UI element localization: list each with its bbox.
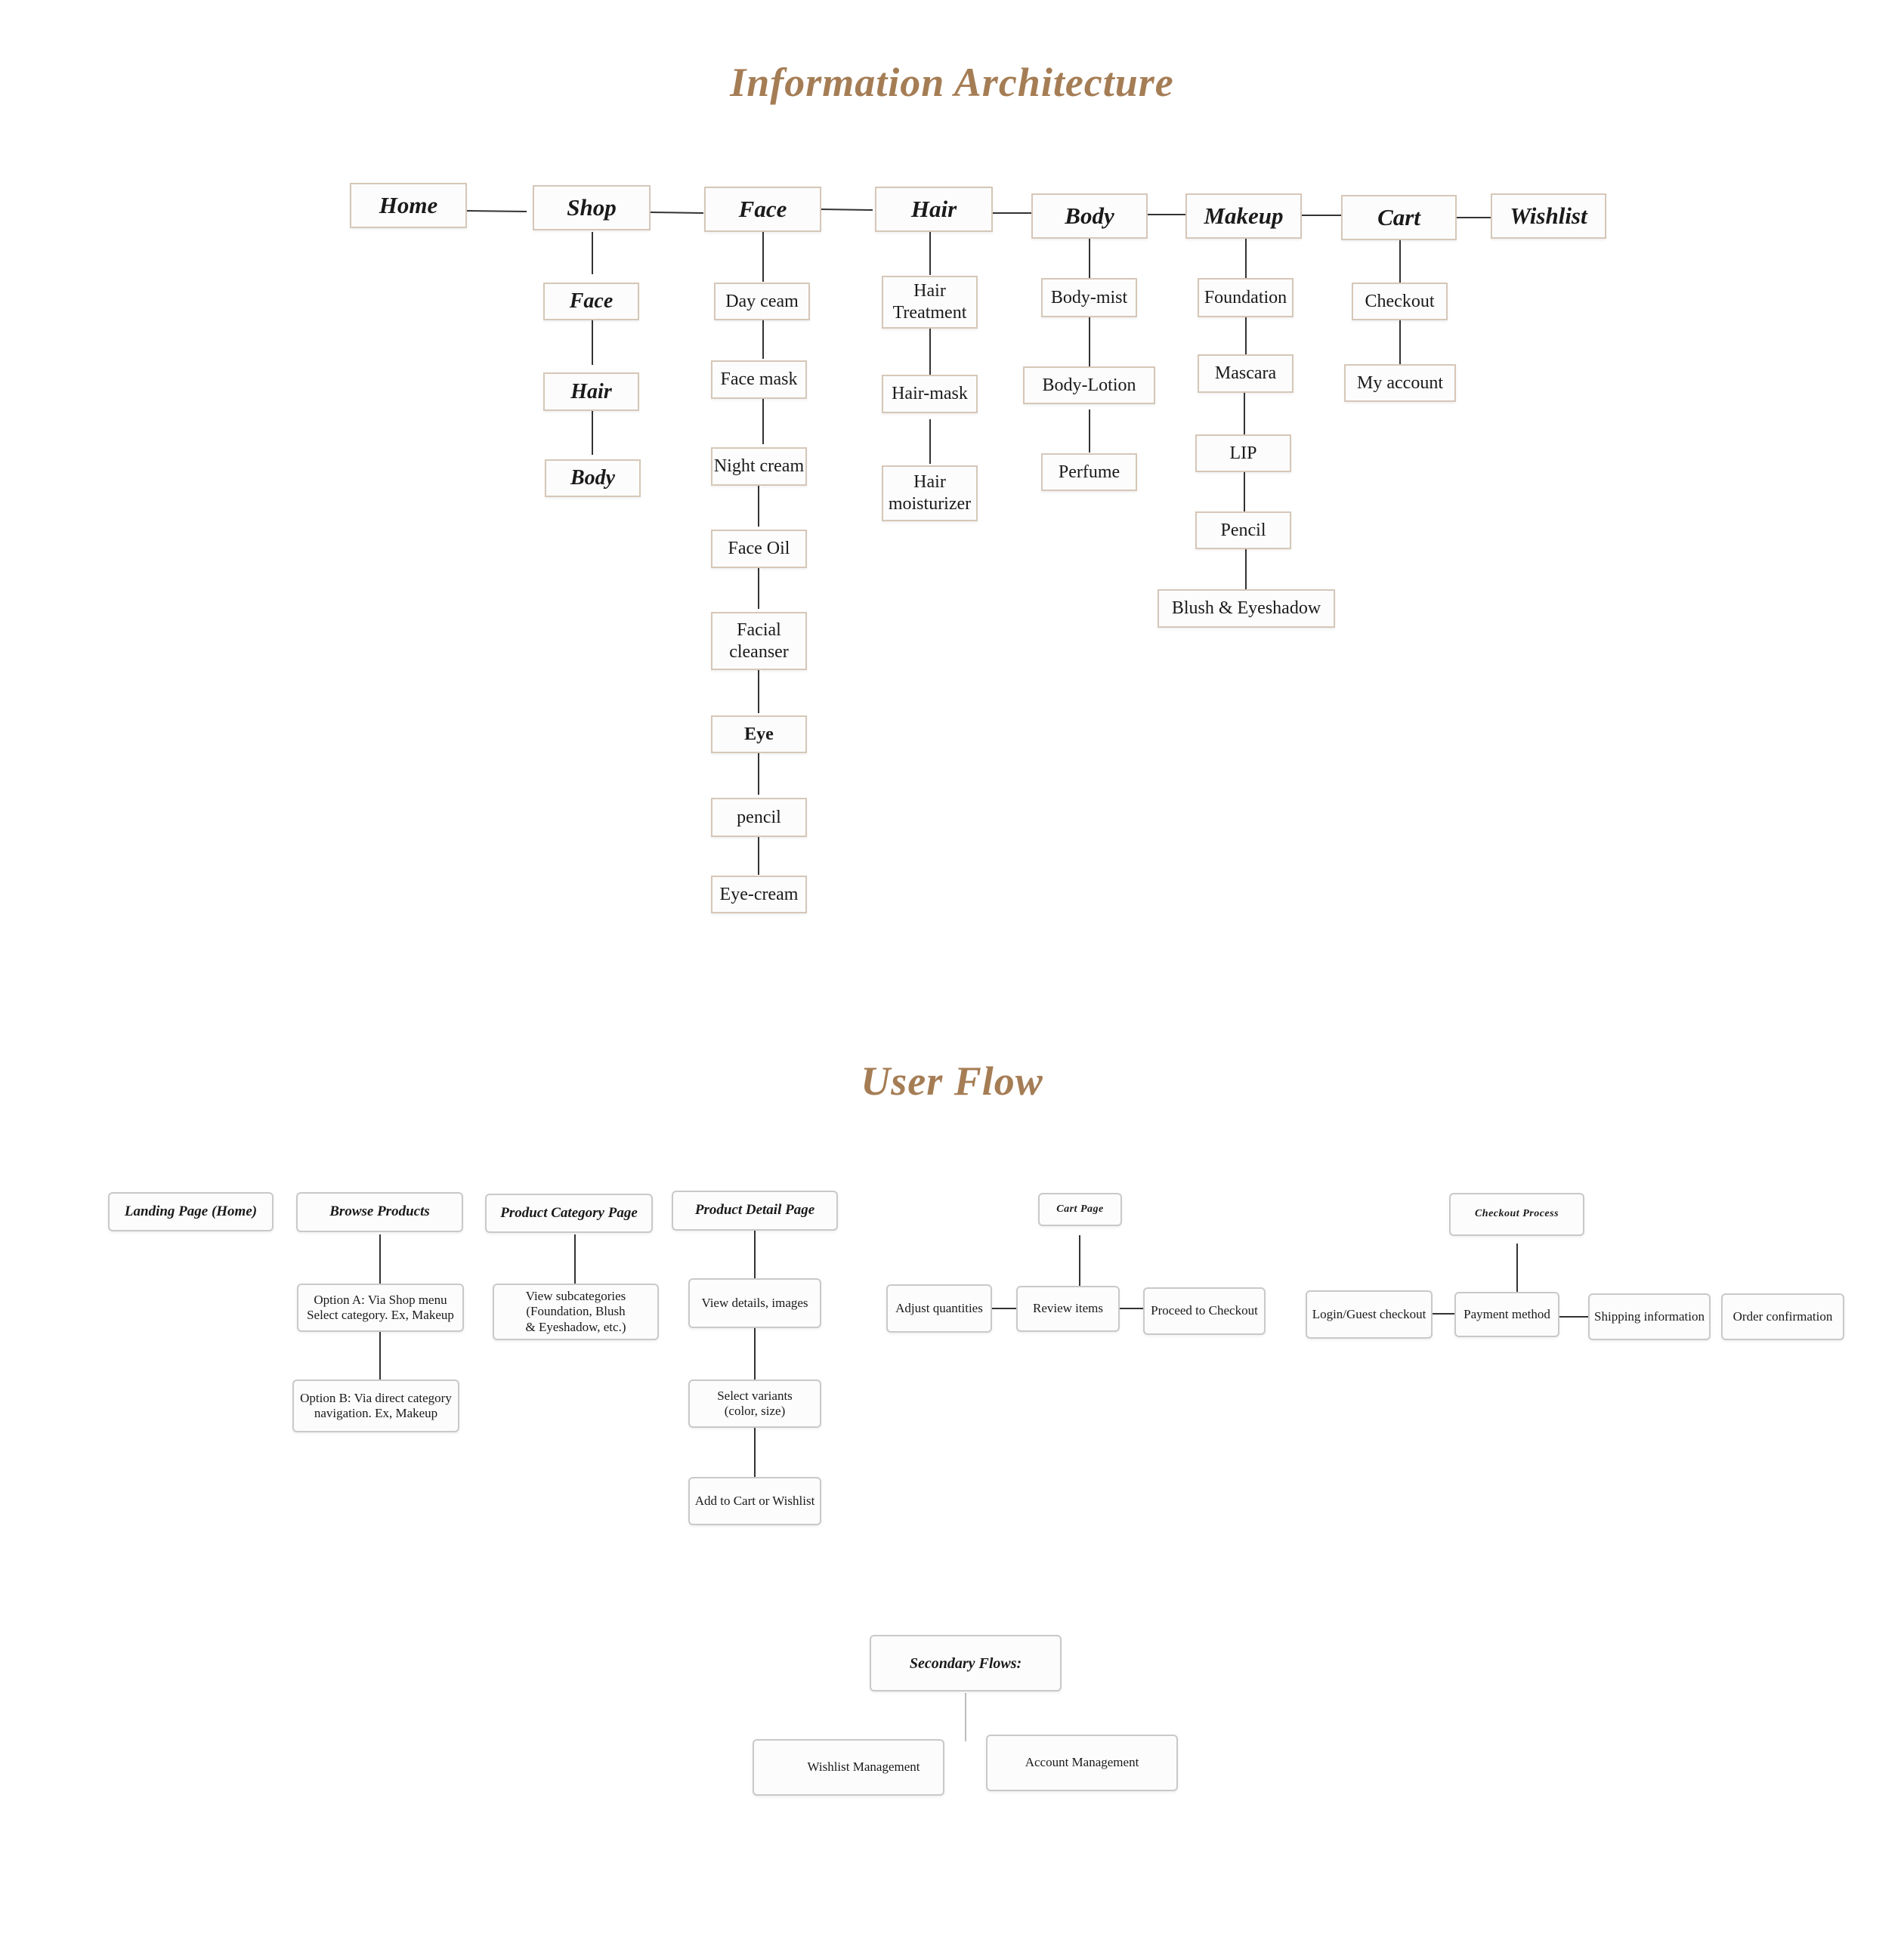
ia-hair: Hair: [875, 187, 993, 232]
ia-shop: Shop: [533, 185, 651, 230]
ia-hair-mask: Hair-mask: [882, 375, 978, 413]
uf-account-management: Account Management: [986, 1735, 1178, 1791]
uf-wishlist-management: Wishlist Management: [753, 1739, 944, 1796]
ia-face-night-cream: Night cream: [711, 447, 807, 486]
uf-cart: Cart Page: [1038, 1193, 1122, 1226]
ia-makeup-pencil: Pencil: [1195, 511, 1291, 549]
uf-browse-option-a: Option A: Via Shop menu Select category. Ex, Makeup: [297, 1284, 464, 1332]
ia-wishlist: Wishlist: [1491, 193, 1606, 239]
ia-makeup: Makeup: [1185, 193, 1302, 239]
ia-body-perfume: Perfume: [1041, 453, 1137, 491]
ia-face-pencil: pencil: [711, 798, 807, 837]
ia-makeup-blush-eyeshadow: Blush & Eyeshadow: [1158, 589, 1335, 628]
uf-detail-view: View details, images: [688, 1278, 821, 1328]
uf-cart-review: Review items: [1016, 1286, 1120, 1332]
ia-shop-face: Face: [543, 283, 639, 320]
ia-home: Home: [350, 183, 467, 228]
uf-detail-variants: Select variants (color, size): [688, 1379, 821, 1428]
uf-checkout-shipping: Shipping information: [1588, 1293, 1711, 1340]
uf-cart-proceed: Proceed to Checkout: [1143, 1287, 1266, 1335]
ia-title: Information Architecture: [730, 60, 1174, 105]
uf-title: User Flow: [861, 1058, 1043, 1104]
ia-shop-hair: Hair: [543, 372, 639, 411]
ia-cart-my-account: My account: [1344, 364, 1456, 402]
ia-shop-body: Body: [545, 459, 641, 497]
ia-face-day-cream: Day ceam: [714, 283, 810, 320]
ia-face-cleanser: Facial cleanser: [711, 612, 807, 670]
uf-secondary-flows: Secondary Flows:: [870, 1635, 1062, 1691]
uf-checkout-login: Login/Guest checkout: [1306, 1290, 1433, 1339]
uf-category-subcategories: View subcategories (Foundation, Blush & Eyeshadow, etc.): [493, 1284, 659, 1340]
uf-category: Product Category Page: [485, 1194, 653, 1233]
ia-cart-checkout: Checkout: [1352, 283, 1448, 320]
ia-makeup-foundation: Foundation: [1198, 278, 1294, 317]
uf-landing: Landing Page (Home): [108, 1192, 274, 1231]
ia-hair-moisturizer: Hair moisturizer: [882, 465, 978, 521]
ia-face-mask: Face mask: [711, 360, 807, 399]
ia-face-eye: Eye: [711, 715, 807, 753]
ia-body-lotion: Body-Lotion: [1023, 366, 1155, 404]
ia-body-mist: Body-mist: [1041, 278, 1137, 317]
connector: [651, 212, 703, 213]
uf-detail: Product Detail Page: [672, 1191, 838, 1231]
connector: [821, 209, 873, 210]
uf-browse-option-b: Option B: Via direct category navigation. Ex, Makeup: [292, 1379, 459, 1432]
uf-cart-adjust: Adjust quantities: [886, 1284, 992, 1333]
ia-body: Body: [1031, 193, 1148, 239]
uf-checkout: Checkout Process: [1449, 1193, 1584, 1236]
uf-browse: Browse Products: [296, 1192, 463, 1232]
uf-detail-add-to-cart: Add to Cart or Wishlist: [688, 1477, 821, 1525]
uf-checkout-payment: Payment method: [1454, 1292, 1559, 1337]
ia-makeup-mascara: Mascara: [1198, 354, 1294, 393]
ia-cart: Cart: [1341, 195, 1457, 240]
ia-hair-treatment: Hair Treatment: [882, 276, 978, 329]
ia-face-eye-cream: Eye-cream: [711, 876, 807, 913]
connector: [467, 211, 527, 212]
ia-face: Face: [704, 187, 821, 232]
ia-face-oil: Face Oil: [711, 530, 807, 568]
uf-checkout-confirmation: Order confirmation: [1721, 1293, 1844, 1340]
ia-makeup-lip: LIP: [1195, 434, 1291, 472]
